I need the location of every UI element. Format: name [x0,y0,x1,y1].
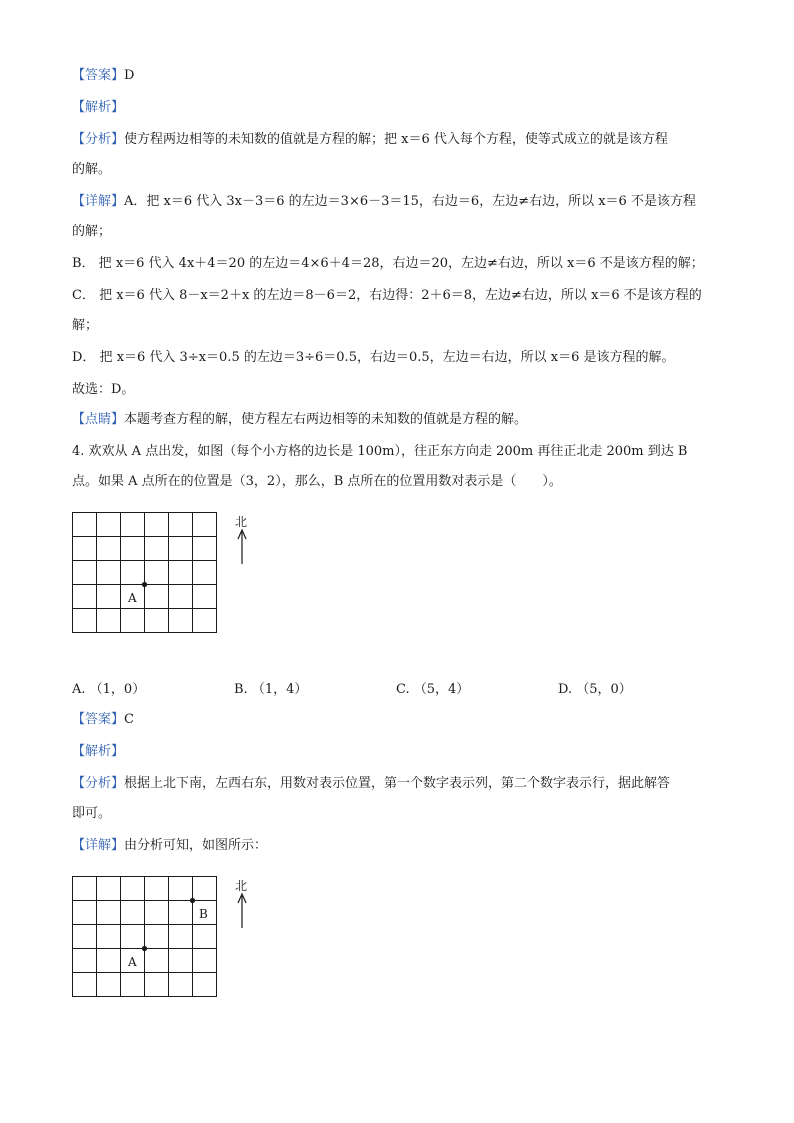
answer-line-1 [72,66,134,86]
fenxi2-text: 根据上北下南，左西右东，用数对表示位置，第一个数字表示列，第二个数字表示行，据此解答 [124,776,671,791]
fenxi-tag: 【分析】 [72,132,125,147]
question-4-line-2: 点。如果 A 点所在的位置是（3，2），那么，B 点所在的位置用数对表示是（ ）。 [72,474,562,489]
north-arrow-icon [238,894,246,928]
option-c-explanation-2: 解； [72,318,99,333]
choice-line: 故选：D。 [72,382,135,397]
fenxi2-line-1 [72,774,670,794]
analysis-tag-2: 【解析】 [72,744,125,759]
point-a-label: A [128,591,137,605]
answer-value-2: C [124,712,134,727]
point-b-dot [190,898,195,903]
grid-figure-1 [72,512,262,634]
answer-line-2 [72,710,134,730]
fenxi-text: 使方程两边相等的未知数的值就是方程的解；把 x＝6 代入每个方程，使等式成立的就是该方程 [124,132,668,147]
analysis-heading-2 [72,742,124,762]
point-a-label-2: A [128,955,137,969]
answer-value: D [124,68,135,83]
fenxi2-tag: 【分析】 [72,776,125,791]
xiangjie2-text: 由分析可知，如图所示： [124,838,268,853]
choice-a[interactable]: A. （1，0） [72,682,146,697]
north-label: 北 [235,515,248,529]
point-b-label: B [199,907,208,921]
xiangjie-line-1 [72,192,696,212]
xiangjie2-tag: 【详解】 [72,838,125,853]
question-4-line-1: 4. 欢欢从 A 点出发，如图（每个小方格的边长是 100m），往正东方向走 200m 再往正北走 200m 到达 B [72,444,688,459]
fenxi-line-2: 的解。 [72,162,112,177]
xiangjie-tag: 【详解】 [72,194,125,209]
analysis-heading-1 [72,98,124,118]
fenxi2-line-2: 即可。 [72,806,112,821]
answer-tag-2: 【答案】 [72,712,125,727]
xiangjie-text: A．把 x＝6 代入 3x－3＝6 的左边＝3×6－3＝15，右边＝6，左边≠右边，所以 x＝6 不是该方程 [124,194,696,209]
xiangjie-line-2: 的解； [72,224,112,239]
grid-figure-2 [72,876,262,998]
grid-lines-2 [73,877,217,997]
choice-c[interactable]: C. （5，4） [396,682,470,697]
choice-b[interactable]: B. （1，4） [234,682,308,697]
point-a-dot [142,582,147,587]
fenxi-line-1 [72,130,668,150]
analysis-tag: 【解析】 [72,100,125,115]
dianjing-line [72,410,527,430]
choice-d[interactable]: D. （5，0） [558,682,632,697]
north-label-2: 北 [235,879,248,893]
north-arrow-icon [238,530,246,564]
answer-tag: 【答案】 [72,68,125,83]
dianjing-text: 本题考查方程的解，使方程左右两边相等的未知数的值就是方程的解。 [124,412,528,427]
dianjing-tag: 【点睛】 [72,412,125,427]
option-d-explanation: D． 把 x＝6 代入 3÷x＝0.5 的左边＝3÷6＝0.5，右边＝0.5，左边＝右边，所以 x＝6 是该方程的解。 [72,350,675,365]
grid-lines [73,513,217,633]
xiangjie2-line [72,836,267,856]
option-c-explanation-1: C． 把 x＝6 代入 8－x＝2＋x 的左边＝8－6＝2，右边得：2＋6＝8，左边≠右边，所以 x＝6 不是该方程的 [72,288,702,303]
option-b-explanation: B． 把 x＝6 代入 4x＋4＝20 的左边＝4×6＋4＝28，右边＝20，左边≠右边，所以 x＝6 不是该方程的解； [72,256,704,271]
point-a-dot-2 [142,946,147,951]
